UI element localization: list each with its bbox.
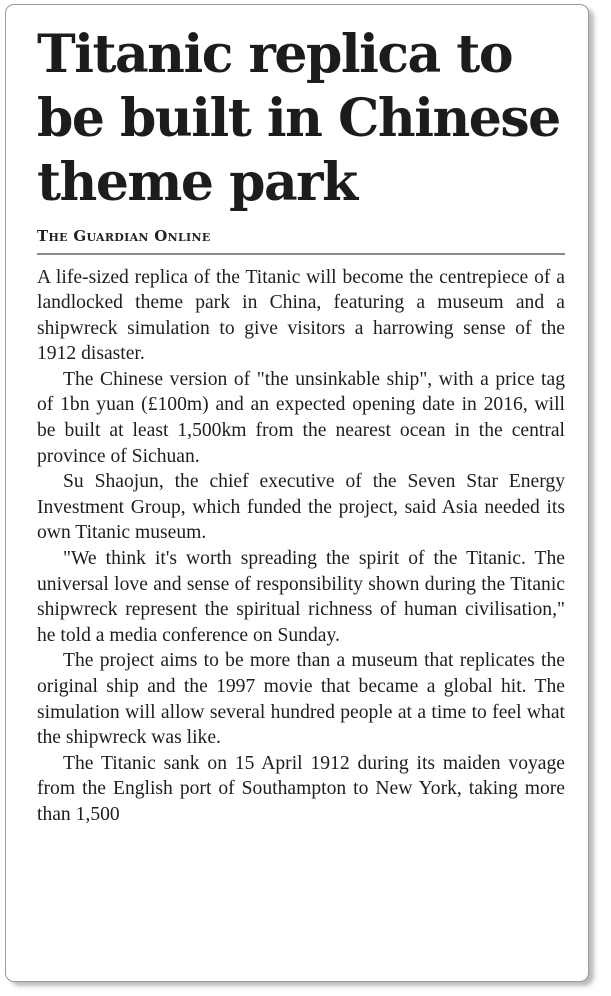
article-headline: Titanic replica to be built in Chinese theme park bbox=[37, 24, 560, 213]
article-paragraph-4: "We think it's worth spreading the spirit of the Titanic. The universal love and sense of responsibility shown during the Titanic shipwreck represent the spiritual richness of human civilisation," he told a media conference on Sunday. bbox=[37, 548, 565, 646]
byline-divider bbox=[37, 253, 565, 255]
article-body bbox=[37, 265, 565, 828]
article-paragraph-3: Su Shaojun, the chief executive of the Seven Star Energy Investment Group, which funded the project, said Asia needed its own Titanic museum. bbox=[37, 471, 565, 544]
article-paragraph-5: The project aims to be more than a museum that replicates the original ship and the 1997 movie that became a global hit. The simulation will allow several hundred people at a time to feel what the shipwreck was like. bbox=[37, 650, 565, 749]
article-card bbox=[5, 4, 589, 982]
article-byline: The Guardian Online bbox=[37, 227, 211, 245]
article-paragraph-6: The Titanic sank on 15 April 1912 during its maiden voyage from the English port of Southampton to New York, taking more than 1,500 bbox=[37, 752, 565, 825]
article-paragraph-1: A life-sized replica of the Titanic will become the centrepiece of a landlocked theme park in China, featuring a museum and a shipwreck simulation to give visitors a harrowing sense of the 1912 disaster. bbox=[37, 266, 565, 365]
article-paragraph-2: The Chinese version of "the unsinkable ship", with a price tag of 1bn yuan (£100m) and an expected opening date in 2016, will be built at least 1,500km from the nearest ocean in the central province of Sichuan. bbox=[37, 368, 565, 467]
